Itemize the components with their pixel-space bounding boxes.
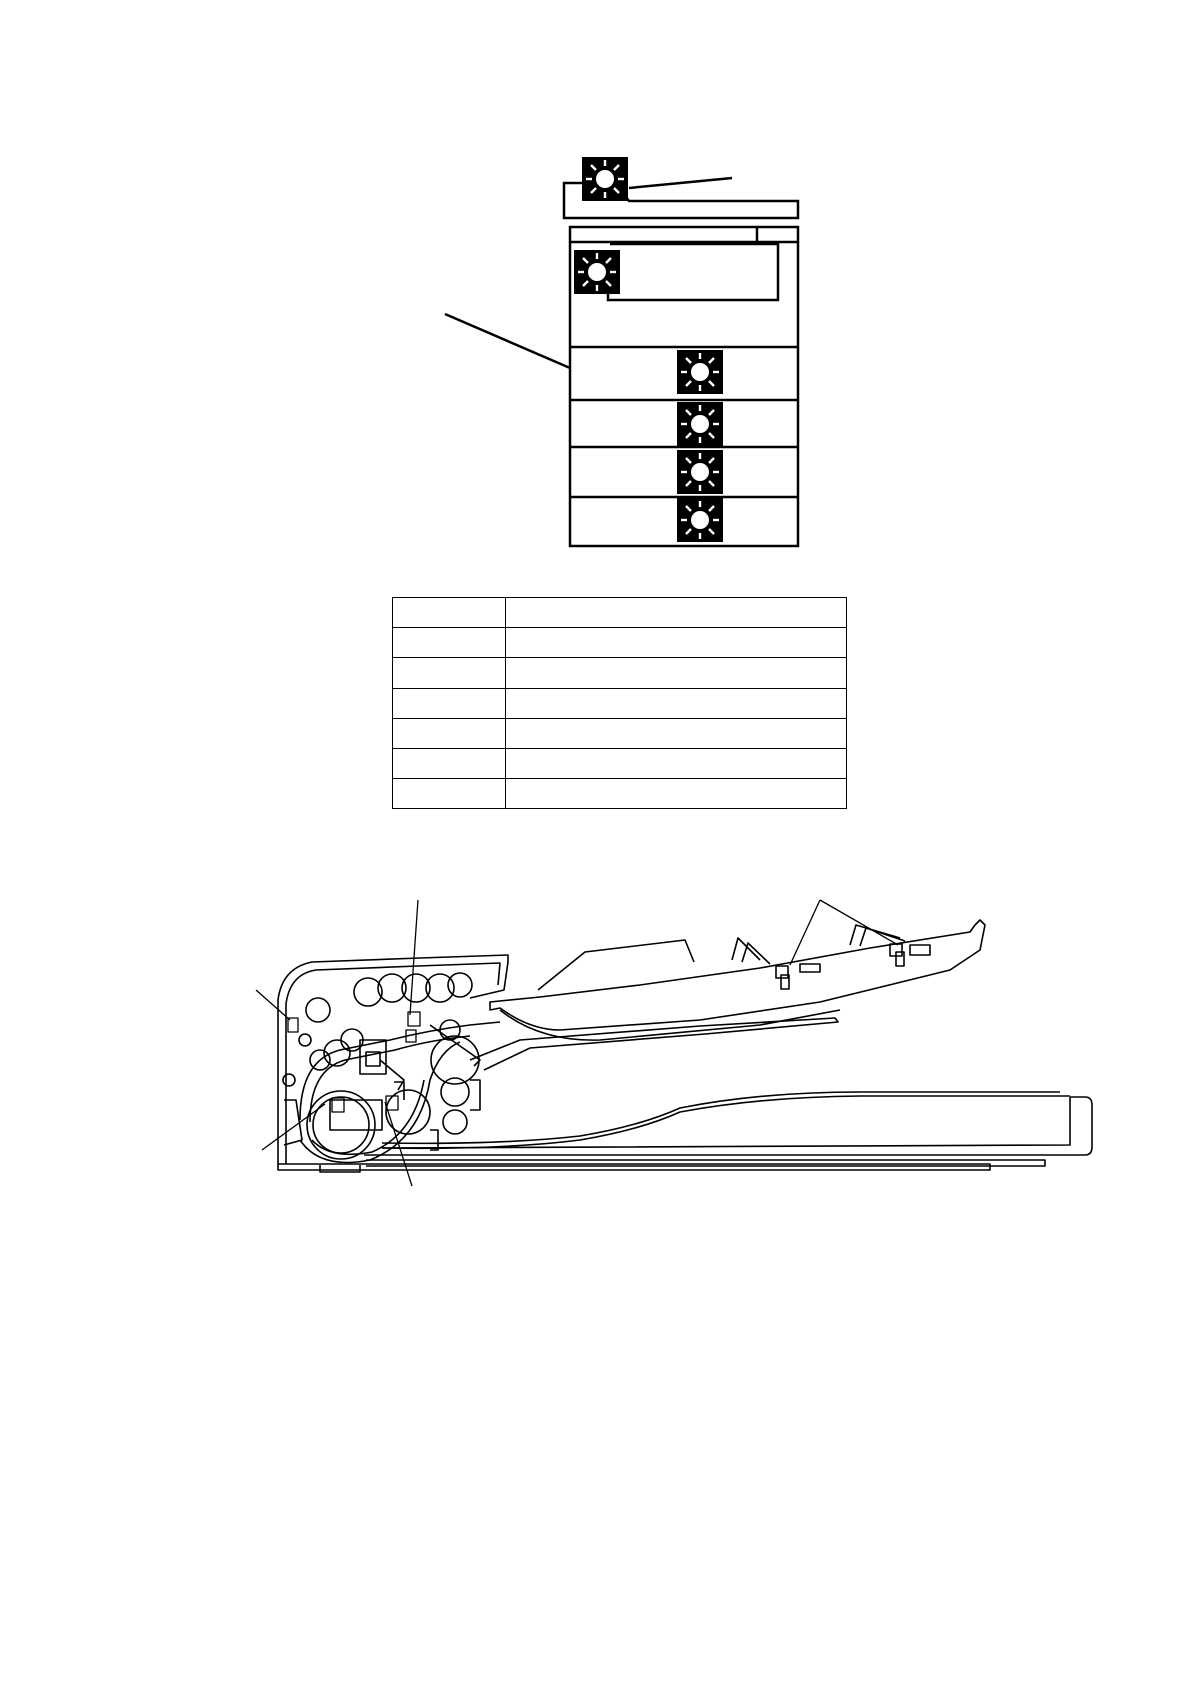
sun-burst-icon (677, 450, 723, 494)
machine-jam-diagram (0, 0, 1190, 600)
table-cell-description (506, 598, 847, 628)
table-cell-code (393, 688, 506, 718)
jam-code-table (392, 597, 847, 809)
table-cell-code (393, 628, 506, 658)
table-row (393, 748, 847, 778)
sensor-leader-lines (256, 900, 898, 1186)
table-cell-description (506, 688, 847, 718)
sun-burst-icon (582, 157, 628, 201)
adf-housing (278, 955, 1092, 1172)
table-cell-code (393, 718, 506, 748)
table-cell-code (393, 779, 506, 809)
table-cell-code (393, 598, 506, 628)
table-row (393, 658, 847, 688)
table-row (393, 688, 847, 718)
internal-frames (284, 1025, 480, 1150)
table-cell-description (506, 658, 847, 688)
leader-line-left (445, 314, 570, 368)
document-input-tray (470, 920, 985, 1070)
paper-path (300, 1022, 500, 1163)
table-row (393, 779, 847, 809)
table-cell-description (506, 779, 847, 809)
sun-burst-icon (677, 498, 723, 542)
table-row (393, 598, 847, 628)
sun-burst-icon (677, 402, 723, 446)
document-glass-path (382, 1092, 1070, 1148)
feed-rollers (283, 973, 479, 1159)
table-cell-code (393, 658, 506, 688)
table-cell-code (393, 748, 506, 778)
sun-burst-icon (574, 250, 620, 294)
sun-burst-icon (677, 350, 723, 394)
table-row (393, 628, 847, 658)
table-cell-description (506, 628, 847, 658)
leader-line-top (629, 178, 732, 188)
table-cell-description (506, 748, 847, 778)
table-cell-description (506, 718, 847, 748)
sensors (288, 1012, 420, 1112)
table-row (393, 718, 847, 748)
